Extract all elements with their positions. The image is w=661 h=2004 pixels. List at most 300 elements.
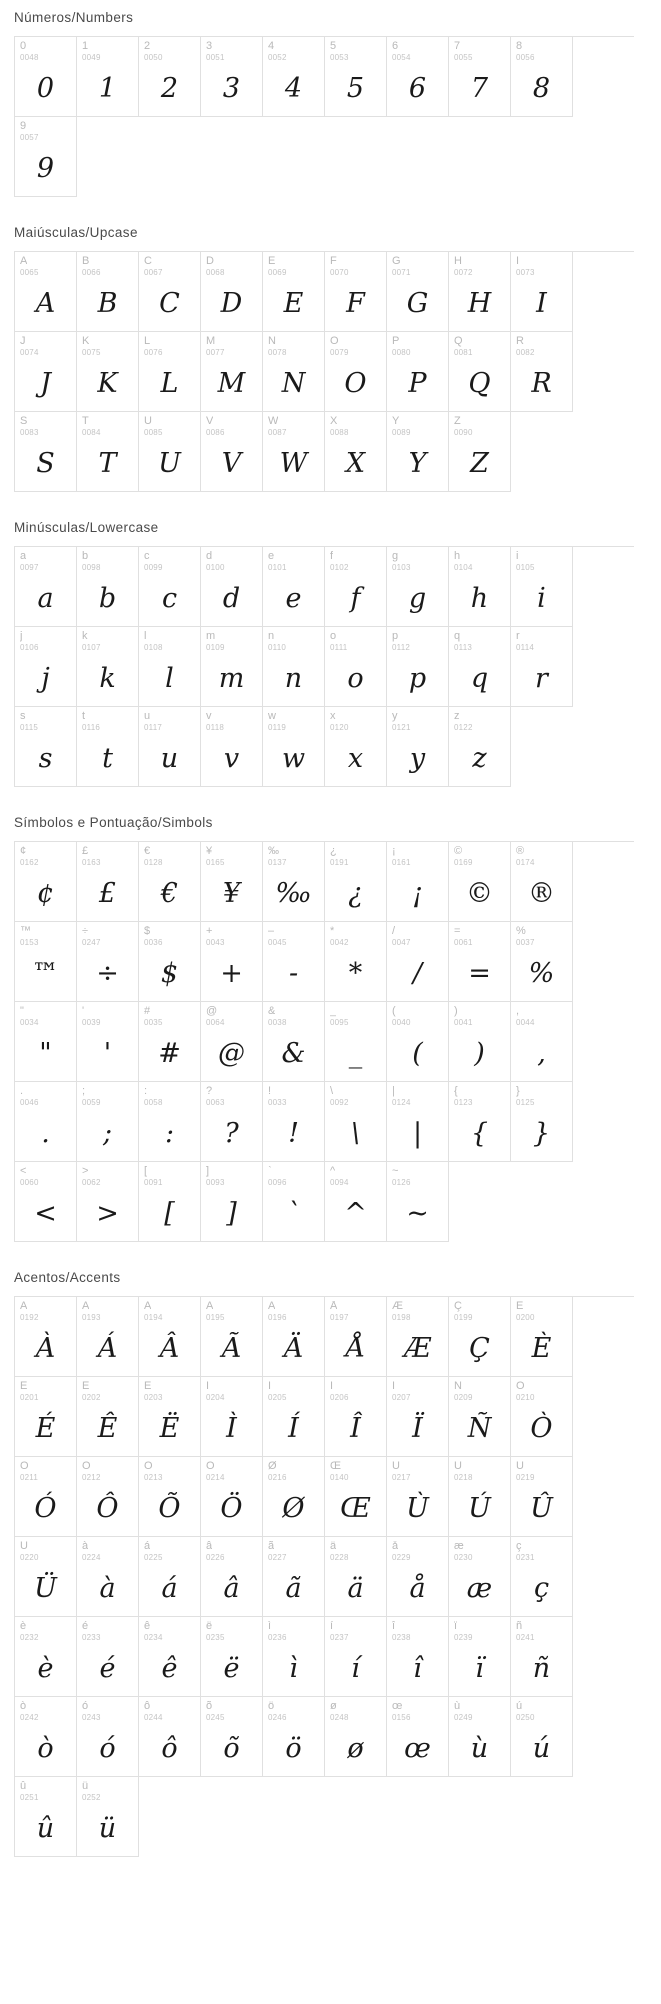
glyph-cell[interactable]	[387, 1697, 449, 1777]
glyph-char-label: S	[20, 416, 28, 427]
glyph-cell[interactable]	[325, 1297, 387, 1377]
glyph-cell[interactable]	[15, 1082, 77, 1162]
glyph-code-label: 0224	[82, 1553, 101, 1562]
glyph-char-label: ~	[392, 1166, 399, 1177]
glyph-cell[interactable]	[511, 1297, 573, 1377]
glyph-cell[interactable]	[15, 332, 77, 412]
glyph-cell[interactable]	[15, 1697, 77, 1777]
glyph-char-label: £	[82, 846, 89, 857]
glyph-specimen: Ø	[282, 1492, 305, 1524]
glyph-char-label: k	[82, 631, 88, 642]
glyph-code-label: 0169	[454, 858, 473, 867]
glyph-cell[interactable]	[201, 252, 263, 332]
glyph-cell[interactable]	[139, 1377, 201, 1457]
glyph-cell[interactable]	[201, 1297, 263, 1377]
glyph-cell[interactable]	[15, 1537, 77, 1617]
section-title: Acentos/Accents	[14, 1270, 121, 1285]
glyph-cell[interactable]	[139, 922, 201, 1002]
glyph-cell[interactable]	[449, 707, 511, 787]
section-spacer	[0, 197, 661, 225]
glyph-char-label: j	[20, 631, 23, 642]
glyph-cell[interactable]	[139, 707, 201, 787]
glyph-cell[interactable]	[139, 252, 201, 332]
glyph-char-label: Æ	[392, 1301, 403, 1312]
glyph-cell[interactable]	[15, 37, 77, 117]
glyph-code-label: 0048	[20, 53, 39, 62]
glyph-cell[interactable]	[77, 1457, 139, 1537]
glyph-specimen: r	[535, 662, 548, 694]
glyph-code-label: 0046	[20, 1098, 39, 1107]
glyph-char-label: M	[206, 336, 216, 347]
glyph-cell[interactable]	[201, 1002, 263, 1082]
glyph-cell[interactable]	[387, 1082, 449, 1162]
glyph-specimen: -	[288, 957, 299, 989]
glyph-cell[interactable]	[511, 1377, 573, 1457]
glyph-cell[interactable]	[139, 1697, 201, 1777]
glyph-cell[interactable]	[387, 332, 449, 412]
glyph-cell[interactable]	[325, 332, 387, 412]
glyph-code-label: 0038	[268, 1018, 287, 1027]
glyph-specimen: Ù	[406, 1492, 429, 1524]
glyph-code-label: 0050	[144, 53, 163, 62]
glyph-cell[interactable]	[325, 252, 387, 332]
glyph-cell[interactable]	[263, 332, 325, 412]
glyph-cell[interactable]	[201, 547, 263, 627]
glyph-cell[interactable]	[511, 1082, 573, 1162]
glyph-code-label: 0102	[330, 563, 349, 572]
glyph-code-label: 0232	[20, 1633, 39, 1642]
glyph-cell[interactable]	[387, 1457, 449, 1537]
glyph-specimen: ü	[98, 1812, 117, 1844]
glyph-specimen: Ô	[96, 1492, 119, 1524]
glyph-cell[interactable]	[77, 842, 139, 922]
glyph-specimen: {	[470, 1117, 489, 1149]
glyph-specimen: î	[413, 1652, 422, 1684]
glyph-cell[interactable]	[263, 1377, 325, 1457]
glyph-cell[interactable]	[139, 1162, 201, 1242]
glyph-specimen: Ï	[412, 1412, 423, 1444]
glyph-specimen: a	[37, 582, 54, 614]
glyph-code-label: 0075	[82, 348, 101, 357]
glyph-cell[interactable]	[263, 627, 325, 707]
glyph-code-label: 0106	[20, 643, 39, 652]
glyph-cell[interactable]	[263, 1697, 325, 1777]
glyph-cell[interactable]	[263, 1617, 325, 1697]
glyph-char-label: g	[392, 551, 399, 562]
glyph-cell[interactable]	[325, 1537, 387, 1617]
glyph-char-label: Í	[268, 1381, 272, 1392]
glyph-char-label: V	[206, 416, 214, 427]
glyph-cell[interactable]	[387, 1377, 449, 1457]
glyph-cell[interactable]	[449, 1697, 511, 1777]
glyph-char-label: è	[20, 1621, 27, 1632]
glyph-cell[interactable]	[263, 842, 325, 922]
glyph-specimen: }	[532, 1117, 551, 1149]
glyph-cell[interactable]	[77, 1617, 139, 1697]
glyph-specimen: $	[160, 957, 179, 989]
glyph-cell[interactable]	[77, 1002, 139, 1082]
glyph-cell[interactable]	[449, 1002, 511, 1082]
glyph-char-label: ©	[454, 846, 463, 857]
glyph-cell[interactable]	[201, 627, 263, 707]
glyph-cell[interactable]	[77, 332, 139, 412]
glyph-cell[interactable]	[511, 842, 573, 922]
glyph-cell[interactable]	[77, 1162, 139, 1242]
glyph-specimen: Õ	[158, 1492, 181, 1524]
glyph-cell[interactable]	[511, 1002, 573, 1082]
glyph-cell[interactable]	[511, 1697, 573, 1777]
glyph-cell[interactable]	[201, 37, 263, 117]
glyph-cell[interactable]	[387, 252, 449, 332]
glyph-cell[interactable]	[201, 1457, 263, 1537]
glyph-specimen: K	[97, 367, 118, 399]
glyph-code-label: 0098	[82, 563, 101, 572]
glyph-cell[interactable]	[15, 707, 77, 787]
sections-container	[0, 10, 661, 1885]
glyph-code-label: 0120	[330, 723, 349, 732]
glyph-cell[interactable]	[263, 1162, 325, 1242]
glyph-specimen: 3	[222, 72, 241, 104]
glyph-char-label: À	[20, 1301, 28, 1312]
glyph-char-label: W	[268, 416, 279, 427]
glyph-cell[interactable]	[325, 1082, 387, 1162]
glyph-cell[interactable]	[263, 1457, 325, 1537]
glyph-code-label: 0244	[144, 1713, 163, 1722]
glyph-code-label: 0239	[454, 1633, 473, 1642]
glyph-code-label: 0059	[82, 1098, 101, 1107]
glyph-cell[interactable]	[449, 1537, 511, 1617]
glyph-cell[interactable]	[449, 37, 511, 117]
glyph-char-label: z	[454, 711, 460, 722]
glyph-cell[interactable]	[201, 1537, 263, 1617]
glyph-cell[interactable]	[387, 627, 449, 707]
glyph-cell[interactable]	[449, 1617, 511, 1697]
glyph-char-label: Ì	[206, 1381, 210, 1392]
glyph-cell[interactable]	[387, 1537, 449, 1617]
glyph-specimen: h	[470, 582, 489, 614]
glyph-cell[interactable]	[263, 252, 325, 332]
glyph-cell[interactable]	[201, 332, 263, 412]
glyph-cell[interactable]	[325, 1162, 387, 1242]
glyph-cell[interactable]	[139, 1297, 201, 1377]
glyph-cell[interactable]	[15, 1457, 77, 1537]
glyph-cell[interactable]	[15, 842, 77, 922]
glyph-cell[interactable]	[77, 707, 139, 787]
glyph-specimen: €	[160, 877, 179, 909]
glyph-code-label: 0053	[330, 53, 349, 62]
glyph-cell[interactable]	[139, 1617, 201, 1697]
glyph-cell[interactable]	[263, 707, 325, 787]
glyph-cell[interactable]	[511, 332, 573, 412]
glyph-cell[interactable]	[139, 627, 201, 707]
glyph-char-label: ù	[454, 1701, 461, 1712]
glyph-cell[interactable]	[77, 1377, 139, 1457]
glyph-cell[interactable]	[139, 1457, 201, 1537]
glyph-cell[interactable]	[77, 37, 139, 117]
glyph-cell[interactable]	[387, 842, 449, 922]
glyph-char-label: ^	[330, 1166, 336, 1177]
glyph-cell[interactable]	[511, 1457, 573, 1537]
glyph-specimen: @	[218, 1037, 245, 1069]
glyph-cell[interactable]	[325, 1002, 387, 1082]
section-spacer	[0, 787, 661, 815]
glyph-code-label: 0077	[206, 348, 225, 357]
glyph-cell[interactable]	[387, 922, 449, 1002]
glyph-code-label: 0207	[392, 1393, 411, 1402]
glyph-cell[interactable]	[325, 412, 387, 492]
glyph-cell[interactable]	[15, 1777, 77, 1857]
glyph-cell[interactable]	[449, 1297, 511, 1377]
glyph-code-label: 0117	[144, 723, 163, 732]
glyph-specimen: ¡	[412, 877, 423, 909]
glyph-cell[interactable]	[325, 1457, 387, 1537]
glyph-cell[interactable]	[77, 547, 139, 627]
glyph-code-label: 0200	[516, 1313, 535, 1322]
glyph-specimen: Ü	[34, 1572, 57, 1604]
glyph-cell[interactable]	[139, 37, 201, 117]
glyph-specimen: s	[38, 742, 53, 774]
glyph-specimen: k	[99, 662, 116, 694]
glyph-cell[interactable]	[449, 627, 511, 707]
glyph-cell[interactable]	[387, 1297, 449, 1377]
glyph-char-label: ã	[268, 1541, 275, 1552]
glyph-cell[interactable]	[263, 547, 325, 627]
glyph-specimen: S	[36, 447, 55, 479]
glyph-char-label: æ	[454, 1541, 464, 1552]
glyph-specimen: !	[288, 1117, 299, 1149]
glyph-cell[interactable]	[15, 1297, 77, 1377]
section-spacer	[0, 1242, 661, 1270]
glyph-cell[interactable]	[325, 547, 387, 627]
glyph-cell[interactable]	[511, 252, 573, 332]
glyph-code-label: 0174	[516, 858, 535, 867]
glyph-cell[interactable]	[511, 1617, 573, 1697]
glyph-cell[interactable]	[511, 1537, 573, 1617]
glyph-cell[interactable]	[387, 1002, 449, 1082]
glyph-cell[interactable]	[449, 1457, 511, 1537]
glyph-cell[interactable]	[77, 922, 139, 1002]
glyph-specimen: 5	[346, 72, 365, 104]
glyph-cell[interactable]	[325, 707, 387, 787]
glyph-cell[interactable]	[263, 37, 325, 117]
glyph-code-label: 0069	[268, 268, 287, 277]
glyph-specimen: ÷	[96, 957, 119, 989]
glyph-cell[interactable]	[15, 922, 77, 1002]
glyph-cell[interactable]	[15, 627, 77, 707]
glyph-cell[interactable]	[511, 37, 573, 117]
glyph-specimen: Œ	[340, 1492, 371, 1524]
glyph-code-label: 0040	[392, 1018, 411, 1027]
glyph-char-label: 5	[330, 41, 337, 52]
glyph-specimen: Ê	[97, 1412, 118, 1444]
glyph-cell[interactable]	[139, 1082, 201, 1162]
glyph-char-label: Ò	[516, 1381, 525, 1392]
glyph-code-label: 0084	[82, 428, 101, 437]
glyph-code-label: 0088	[330, 428, 349, 437]
glyph-specimen: I	[536, 287, 547, 319]
glyph-code-label: 0067	[144, 268, 163, 277]
glyph-cell[interactable]	[201, 1617, 263, 1697]
glyph-cell[interactable]	[77, 1697, 139, 1777]
glyph-cell[interactable]	[449, 252, 511, 332]
glyph-char-label: ï	[454, 1621, 458, 1632]
glyph-cell[interactable]	[201, 842, 263, 922]
glyph-cell[interactable]	[449, 332, 511, 412]
glyph-cell[interactable]	[387, 547, 449, 627]
glyph-char-label: ÷	[82, 926, 89, 937]
glyph-specimen: E	[283, 287, 304, 319]
glyph-cell[interactable]	[201, 1697, 263, 1777]
glyph-cell[interactable]	[511, 922, 573, 1002]
glyph-char-label: H	[454, 256, 462, 267]
glyph-cell[interactable]	[263, 1002, 325, 1082]
glyph-cell[interactable]	[201, 412, 263, 492]
glyph-char-label: I	[516, 256, 520, 267]
glyph-cell[interactable]	[325, 1377, 387, 1457]
glyph-cell[interactable]	[325, 1617, 387, 1697]
glyph-specimen: ç	[533, 1572, 550, 1604]
glyph-char-label: *	[330, 926, 335, 937]
glyph-specimen: =	[468, 957, 491, 989]
glyph-cell[interactable]	[77, 1537, 139, 1617]
glyph-char-label: 2	[144, 41, 151, 52]
glyph-char-label: h	[454, 551, 461, 562]
glyph-specimen: y	[409, 742, 426, 774]
glyph-code-label: 0099	[144, 563, 163, 572]
glyph-code-label: 0201	[20, 1393, 39, 1402]
glyph-char-label: #	[144, 1006, 151, 1017]
glyph-code-label: 0216	[268, 1473, 287, 1482]
glyph-cell[interactable]	[15, 1377, 77, 1457]
glyph-cell[interactable]	[15, 252, 77, 332]
glyph-char-label: Å	[330, 1301, 338, 1312]
glyph-code-label: 0137	[268, 858, 287, 867]
glyph-char-label: 0	[20, 41, 27, 52]
glyph-code-label: 0236	[268, 1633, 287, 1642]
glyph-cell[interactable]	[201, 1162, 263, 1242]
glyph-code-label: 0219	[516, 1473, 535, 1482]
glyph-cell[interactable]	[387, 1617, 449, 1697]
glyph-cell[interactable]	[449, 842, 511, 922]
glyph-cell[interactable]	[139, 412, 201, 492]
glyph-cell[interactable]	[77, 627, 139, 707]
glyph-cell[interactable]	[139, 1537, 201, 1617]
glyph-specimen: X	[345, 447, 366, 479]
glyph-cell[interactable]	[325, 627, 387, 707]
glyph-cell[interactable]	[325, 842, 387, 922]
glyph-cell[interactable]	[15, 412, 77, 492]
section-title: Maiúsculas/Upcase	[14, 225, 138, 240]
glyph-cell[interactable]	[77, 252, 139, 332]
glyph-code-label: 0214	[206, 1473, 225, 1482]
glyph-specimen: w	[281, 742, 306, 774]
glyph-specimen: Á	[97, 1332, 118, 1364]
glyph-cell[interactable]	[77, 1777, 139, 1857]
glyph-specimen: g	[408, 582, 427, 614]
glyph-char-label: ;	[82, 1086, 86, 1097]
glyph-code-label: 0093	[206, 1178, 225, 1187]
glyph-cell[interactable]	[139, 547, 201, 627]
glyph-specimen: [	[164, 1197, 175, 1229]
glyph-specimen: m	[218, 662, 245, 694]
glyph-cell[interactable]	[201, 707, 263, 787]
glyph-cell[interactable]	[449, 922, 511, 1002]
glyph-cell[interactable]	[77, 1297, 139, 1377]
glyph-cell[interactable]	[15, 1002, 77, 1082]
glyph-cell[interactable]	[139, 332, 201, 412]
glyph-specimen: /	[412, 957, 423, 989]
glyph-cell[interactable]	[511, 547, 573, 627]
glyph-char-label: F	[330, 256, 337, 267]
glyph-cell[interactable]	[263, 412, 325, 492]
glyph-code-label: 0068	[206, 268, 225, 277]
glyph-code-label: 0231	[516, 1553, 535, 1562]
glyph-code-label: 0076	[144, 348, 163, 357]
glyph-cell[interactable]	[449, 412, 511, 492]
glyph-specimen: &	[281, 1037, 306, 1069]
glyph-cell[interactable]	[263, 1082, 325, 1162]
glyph-code-label: 0140	[330, 1473, 349, 1482]
glyph-cell[interactable]	[139, 842, 201, 922]
glyph-cell[interactable]	[15, 117, 77, 197]
glyph-cell[interactable]	[387, 1162, 449, 1242]
glyph-cell[interactable]	[325, 37, 387, 117]
glyph-specimen: F	[346, 287, 365, 319]
glyph-char-label: (	[392, 1006, 396, 1017]
glyph-char-label: È	[516, 1301, 524, 1312]
glyph-cell[interactable]	[449, 1377, 511, 1457]
glyph-specimen: ¥	[222, 877, 241, 909]
glyph-cell[interactable]	[201, 1082, 263, 1162]
glyph-cell[interactable]	[263, 1297, 325, 1377]
glyph-cell[interactable]	[201, 1377, 263, 1457]
glyph-cell[interactable]	[139, 1002, 201, 1082]
glyph-cell[interactable]	[15, 1617, 77, 1697]
glyph-cell[interactable]	[387, 707, 449, 787]
glyph-code-label: 0108	[144, 643, 163, 652]
glyph-cell[interactable]	[325, 922, 387, 1002]
glyph-code-label: 0041	[454, 1018, 473, 1027]
glyph-char-label: ®	[516, 846, 525, 857]
glyph-char-label: K	[82, 336, 90, 347]
glyph-char-label: Z	[454, 416, 461, 427]
glyph-char-label: D	[206, 256, 214, 267]
glyph-cell[interactable]	[15, 547, 77, 627]
glyph-char-label: Y	[392, 416, 400, 427]
glyph-cell[interactable]	[15, 1162, 77, 1242]
glyph-cell[interactable]	[263, 922, 325, 1002]
glyph-cell[interactable]	[387, 412, 449, 492]
glyph-specimen: 6	[408, 72, 427, 104]
glyph-code-label: 0097	[20, 563, 39, 572]
glyph-char-label: E	[268, 256, 276, 267]
glyph-cell[interactable]	[325, 1697, 387, 1777]
glyph-cell[interactable]	[77, 1082, 139, 1162]
glyph-code-label: 0234	[144, 1633, 163, 1642]
glyph-char-label: U	[144, 416, 152, 427]
glyph-specimen: c	[161, 582, 178, 614]
glyph-char-label: /	[392, 926, 396, 937]
glyph-cell[interactable]	[263, 1537, 325, 1617]
glyph-cell[interactable]	[449, 1082, 511, 1162]
glyph-cell[interactable]	[511, 627, 573, 707]
glyph-cell[interactable]	[449, 547, 511, 627]
glyph-code-label: 0062	[82, 1178, 101, 1187]
glyph-cell[interactable]	[387, 37, 449, 117]
glyph-cell[interactable]	[77, 412, 139, 492]
glyph-cell[interactable]	[201, 922, 263, 1002]
section-symbols	[0, 815, 661, 1270]
